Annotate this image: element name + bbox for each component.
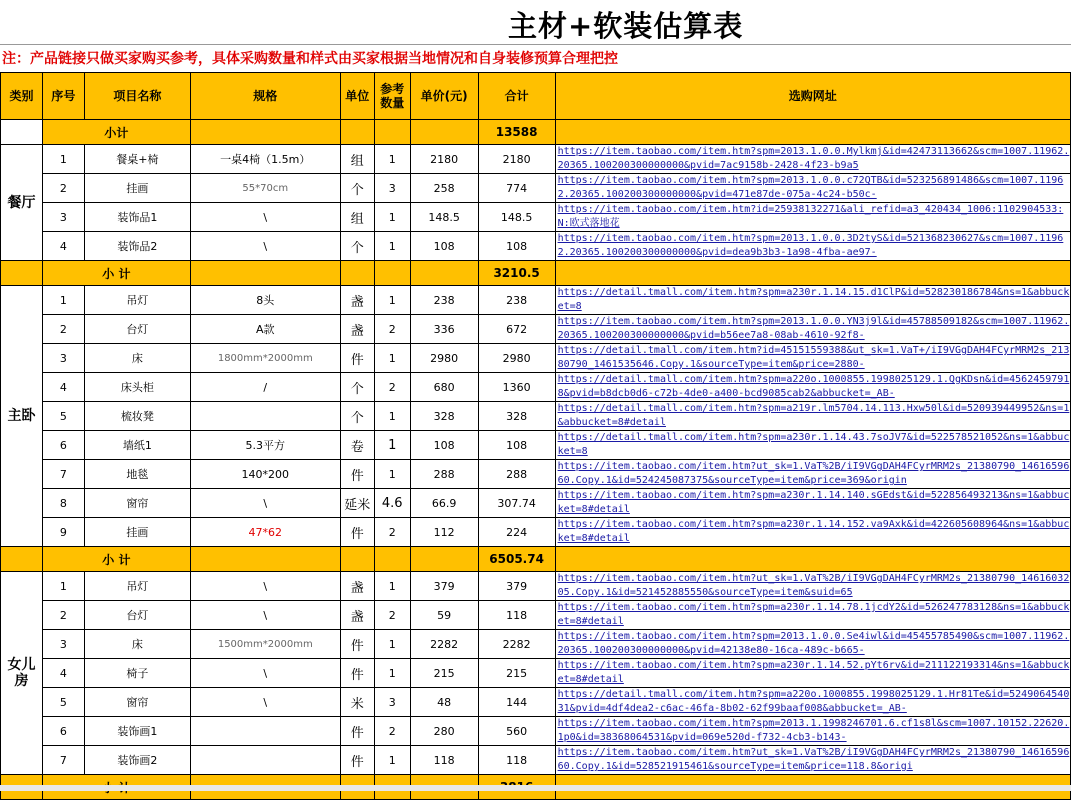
note-bar [0,44,1071,72]
item-price: 336 [410,315,478,344]
table-row [1,717,1071,746]
item-spec: \ [190,601,340,630]
item-url[interactable]: https://detail.tmall.com/item.htm?spm=a230r.1.14.43.7soJV7&id=522578521052&ns=1&abbucket=8 [555,431,1070,460]
item-qty: 2 [374,373,410,402]
item-index: 2 [42,174,84,203]
subtotal-cell [410,120,478,145]
table-row [1,688,1071,717]
item-url[interactable]: https://item.taobao.com/item.htm?ut_sk=1.VaT%2B/iI9VGgDAH4FCyrMRM2s_21380790_1461603205.Copy.1&id=521452885550&sourceType=item&suid=65 [555,572,1070,601]
item-price: 680 [410,373,478,402]
item-total: 672 [478,315,555,344]
item-unit: 组 [340,203,374,232]
item-unit: 个 [340,174,374,203]
item-qty: 1 [374,659,410,688]
item-price: 2282 [410,630,478,659]
subtotal-total: 6505.74 [478,547,555,572]
item-total: 1360 [478,373,555,402]
item-spec: A款 [190,315,340,344]
item-name: 墙纸1 [84,431,190,460]
item-qty: 2 [374,518,410,547]
item-spec: 140*200 [190,460,340,489]
item-spec [190,717,340,746]
item-unit: 件 [340,717,374,746]
table-row [1,174,1071,203]
header-price: 单价(元) [410,73,478,120]
item-total: 108 [478,232,555,261]
item-price: 118 [410,746,478,775]
item-qty: 1 [374,630,410,659]
item-spec: 5.3平方 [190,431,340,460]
table-row [1,572,1071,601]
item-name: 床头柜 [84,373,190,402]
item-index: 3 [42,344,84,373]
item-total: 328 [478,402,555,431]
header-total: 合计 [478,73,555,120]
subtotal-label: 小 计 [42,547,190,572]
item-spec: 1800mm*2000mm [190,344,340,373]
item-price: 108 [410,431,478,460]
item-index: 1 [42,145,84,174]
item-total: 379 [478,572,555,601]
item-index: 8 [42,489,84,518]
item-spec: \ [190,688,340,717]
item-name: 吊灯 [84,286,190,315]
item-url[interactable]: https://item.taobao.com/item.htm?spm=a230r.1.14.152.va9Axk&id=422605608964&ns=1&abbucket=8#detail [555,518,1070,547]
subtotal-cell [555,261,1070,286]
item-unit: 米 [340,688,374,717]
subtotal-label: 小 计 [42,261,190,286]
category-cell: 女儿房 [1,572,43,775]
title-bar [0,0,1071,45]
item-price: 2180 [410,145,478,174]
item-qty: 4.6 [374,489,410,518]
item-index: 4 [42,373,84,402]
header-spec: 规格 [190,73,340,120]
item-url[interactable]: https://detail.tmall.com/item.htm?id=45151559388&ut_sk=1.VaT+/iI9VGgDAH4FCyrMRM2s_21380790_1461535646.Copy.1&sourceType=item&price=2880- [555,344,1070,373]
item-url[interactable]: https://item.taobao.com/item.htm?spm=a230r.1.14.52.pYt6rv&id=211122193314&ns=1&abbucket=8#detail [555,659,1070,688]
item-index: 5 [42,402,84,431]
item-unit: 件 [340,630,374,659]
item-url[interactable]: https://item.taobao.com/item.htm?spm=2013.1.0.0.YN3j9l&id=45788509182&scm=1007.11962.20365.100200300000000&pvid=b56ee7a8-08ab-4610-92f8- [555,315,1070,344]
table-row [1,746,1071,775]
item-name: 窗帘 [84,489,190,518]
item-total: 2980 [478,344,555,373]
item-index: 7 [42,746,84,775]
subtotal-row [1,261,1071,286]
item-total: 144 [478,688,555,717]
table-row [1,145,1071,174]
item-qty: 3 [374,174,410,203]
item-unit: 件 [340,344,374,373]
item-spec: 1500mm*2000mm [190,630,340,659]
item-qty: 3 [374,688,410,717]
item-spec: \ [190,203,340,232]
table-row [1,601,1071,630]
item-url[interactable]: https://item.taobao.com/item.htm?spm=2013.1.0.0.Se4iwl&id=45455785490&scm=1007.11962.20365.100200300000000&pvid=42138e80-16ca-489c-b665- [555,630,1070,659]
table-row [1,518,1071,547]
subtotal-cell [340,120,374,145]
item-spec: \ [190,489,340,518]
item-url[interactable]: https://detail.tmall.com/item.htm?spm=a230r.1.14.15.d1ClP&id=528230186784&ns=1&abbucket=8 [555,286,1070,315]
item-price: 148.5 [410,203,478,232]
item-unit: 件 [340,460,374,489]
item-unit: 组 [340,145,374,174]
sheet-bottom-strip [0,785,1071,791]
item-name: 地毯 [84,460,190,489]
item-total: 224 [478,518,555,547]
item-name: 装饰品1 [84,203,190,232]
item-unit: 个 [340,402,374,431]
item-qty: 1 [374,572,410,601]
item-price: 280 [410,717,478,746]
item-url[interactable]: https://item.taobao.com/item.htm?spm=a230r.1.14.78.1jcdY2&id=526247783128&ns=1&abbucket=8#detail [555,601,1070,630]
header-name: 项目名称 [84,73,190,120]
item-unit: 件 [340,746,374,775]
table-row [1,431,1071,460]
item-qty: 1 [374,286,410,315]
item-unit: 个 [340,373,374,402]
item-index: 5 [42,688,84,717]
item-url[interactable]: https://detail.tmall.com/item.htm?spm=a220o.1000855.1998025129.1.Hr81Te&id=524906454031&pvid=4df4dea2-c6ac-46fa-8b02-62f99baaf008&abbucket=_AB- [555,688,1070,717]
item-spec: \ [190,572,340,601]
item-index: 6 [42,717,84,746]
item-name: 装饰品2 [84,232,190,261]
header-unit: 单位 [340,73,374,120]
item-index: 9 [42,518,84,547]
item-name: 床 [84,630,190,659]
subtotal-total: 3210.5 [478,261,555,286]
item-index: 2 [42,601,84,630]
item-price: 48 [410,688,478,717]
item-unit: 延米 [340,489,374,518]
item-qty: 2 [374,717,410,746]
item-url[interactable]: https://item.taobao.com/item.htm?spm=2013.1.0.0.c72QTB&id=523256891486&scm=1007.11962.20365.100200300000000&pvid=471e87de-075a-4c24-b50c- [555,174,1070,203]
item-name: 吊灯 [84,572,190,601]
item-index: 4 [42,659,84,688]
item-unit: 盏 [340,315,374,344]
item-spec: \ [190,659,340,688]
item-price: 238 [410,286,478,315]
subtotal-cell [374,261,410,286]
item-unit: 盏 [340,286,374,315]
subtotal-cell [340,547,374,572]
table-row [1,286,1071,315]
header-index: 序号 [42,73,84,120]
item-index: 4 [42,232,84,261]
item-total: 118 [478,746,555,775]
subtotal-cell [190,120,340,145]
subtotal-cell [410,547,478,572]
item-total: 2282 [478,630,555,659]
item-url[interactable]: https://item.taobao.com/item.htm?ut_sk=1.VaT%2B/iI9VGgDAH4FCyrMRM2s_21380790_1461659660.Copy.1&id=528521915461&sourceType=item&price=118.8&origi [555,746,1070,775]
item-name: 装饰画2 [84,746,190,775]
item-total: 307.74 [478,489,555,518]
item-unit: 个 [340,232,374,261]
item-name: 床 [84,344,190,373]
item-price: 108 [410,232,478,261]
item-url[interactable]: https://item.taobao.com/item.htm?spm=2013.1.0.0.3D2tyS&id=521368230627&scm=1007.11962.20365.100200300000000&pvid=dea9b3b3-1a98-4fba-ae97- [555,232,1070,261]
item-unit: 件 [340,518,374,547]
item-total: 288 [478,460,555,489]
item-spec [190,402,340,431]
item-unit: 盏 [340,601,374,630]
page-title: 主材+软装估算表 [508,9,744,43]
item-qty: 1 [374,402,410,431]
subtotal-cell [555,120,1070,145]
item-name: 梳妆凳 [84,402,190,431]
item-name: 挂画 [84,518,190,547]
header-row [1,73,1071,120]
item-name: 餐桌+椅 [84,145,190,174]
item-total: 238 [478,286,555,315]
item-url[interactable]: https://item.taobao.com/item.htm?id=25938132271&ali_refid=a3_420434_1006:1102904533:N:欧式落地花 [555,203,1070,232]
table-row [1,460,1071,489]
item-name: 台灯 [84,601,190,630]
category-cell: 餐厅 [1,145,43,261]
subtotal-cell [374,120,410,145]
item-price: 112 [410,518,478,547]
table-row [1,203,1071,232]
item-index: 7 [42,460,84,489]
note-text: 注：产品链接只做买家购买参考，具体采购数量和样式由买家根据当地情况和自身装修预算合理把控 [2,51,618,67]
subtotal-label: 小计 [42,120,190,145]
item-index: 3 [42,630,84,659]
subtotal-cell [340,261,374,286]
item-qty: 1 [374,232,410,261]
table-row [1,373,1071,402]
item-url[interactable]: https://item.taobao.com/item.htm?ut_sk=1.VaT%2B/iI9VGgDAH4FCyrMRM2s_21380790_1461659660.Copy.1&id=524245087375&sourceType=item&price=369&origin [555,460,1070,489]
item-qty: 1 [374,431,410,460]
subtotal-cell [410,261,478,286]
item-spec: 47*62 [190,518,340,547]
item-total: 774 [478,174,555,203]
subtotal-cell [190,261,340,286]
table-row [1,659,1071,688]
item-qty: 2 [374,601,410,630]
item-spec: 一桌4椅（1.5m） [190,145,340,174]
table-row [1,315,1071,344]
item-price: 379 [410,572,478,601]
item-unit: 盏 [340,572,374,601]
top-subtotal-row [1,120,1071,145]
item-qty: 1 [374,344,410,373]
item-spec: 55*70cm [190,174,340,203]
subtotal-cell [190,547,340,572]
item-price: 59 [410,601,478,630]
subtotal-row [1,547,1071,572]
table-row [1,489,1071,518]
item-total: 215 [478,659,555,688]
item-url[interactable]: https://detail.tmall.com/item.htm?spm=a219r.lm5704.14.113.Hxw50l&id=520939449952&ns=1&abbucket=8#detail [555,402,1070,431]
item-qty: 2 [374,315,410,344]
item-index: 2 [42,315,84,344]
item-price: 258 [410,174,478,203]
header-category: 类别 [1,73,43,120]
item-price: 288 [410,460,478,489]
item-price: 66.9 [410,489,478,518]
item-qty: 1 [374,460,410,489]
subtotal-cell [1,547,43,572]
item-spec: / [190,373,340,402]
category-cell: 主卧 [1,286,43,547]
subtotal-cell [555,547,1070,572]
item-url[interactable]: https://item.taobao.com/item.htm?spm=a230r.1.14.140.sGEdst&id=522856493213&ns=1&abbucket=8#detail [555,489,1070,518]
item-name: 装饰画1 [84,717,190,746]
item-url[interactable]: https://item.taobao.com/item.htm?spm=2013.1.1998246701.6.cf1s8l&scm=1007.10152.22620.1p0&id=38368064531&pvid=069e520d-f732-4cb3-b143- [555,717,1070,746]
item-name: 挂画 [84,174,190,203]
subtotal-blank [1,120,43,145]
table-row [1,232,1071,261]
item-total: 560 [478,717,555,746]
subtotal-cell [1,261,43,286]
item-total: 148.5 [478,203,555,232]
subtotal-total: 13588 [478,120,555,145]
item-price: 328 [410,402,478,431]
item-name: 椅子 [84,659,190,688]
table-row [1,630,1071,659]
item-spec: \ [190,232,340,261]
item-name: 台灯 [84,315,190,344]
item-price: 215 [410,659,478,688]
estimate-table [0,72,1071,800]
item-spec: 8头 [190,286,340,315]
item-spec [190,746,340,775]
subtotal-cell [374,547,410,572]
header-url: 选购网址 [555,73,1070,120]
item-index: 3 [42,203,84,232]
item-index: 1 [42,286,84,315]
item-url[interactable]: https://item.taobao.com/item.htm?spm=2013.1.0.0.Mylkmj&id=42473113662&scm=1007.11962.20365.100200300000000&pvid=7ac9158b-2428-4f23-b9a5 [555,145,1070,174]
header-qty: 参考数量 [374,73,410,120]
item-total: 2180 [478,145,555,174]
item-qty: 1 [374,145,410,174]
item-unit: 件 [340,659,374,688]
table-row [1,402,1071,431]
item-qty: 1 [374,203,410,232]
item-url[interactable]: https://detail.tmall.com/item.htm?spm=a220o.1000855.1998025129.1.QgKDsn&id=45624597918&pvid=b8dcb0d6-c72b-4de0-a400-bcd9085cab2&abbucket=_AB- [555,373,1070,402]
item-total: 118 [478,601,555,630]
item-index: 6 [42,431,84,460]
item-qty: 1 [374,746,410,775]
item-total: 108 [478,431,555,460]
item-price: 2980 [410,344,478,373]
table-row [1,344,1071,373]
item-unit: 卷 [340,431,374,460]
item-name: 窗帘 [84,688,190,717]
item-index: 1 [42,572,84,601]
